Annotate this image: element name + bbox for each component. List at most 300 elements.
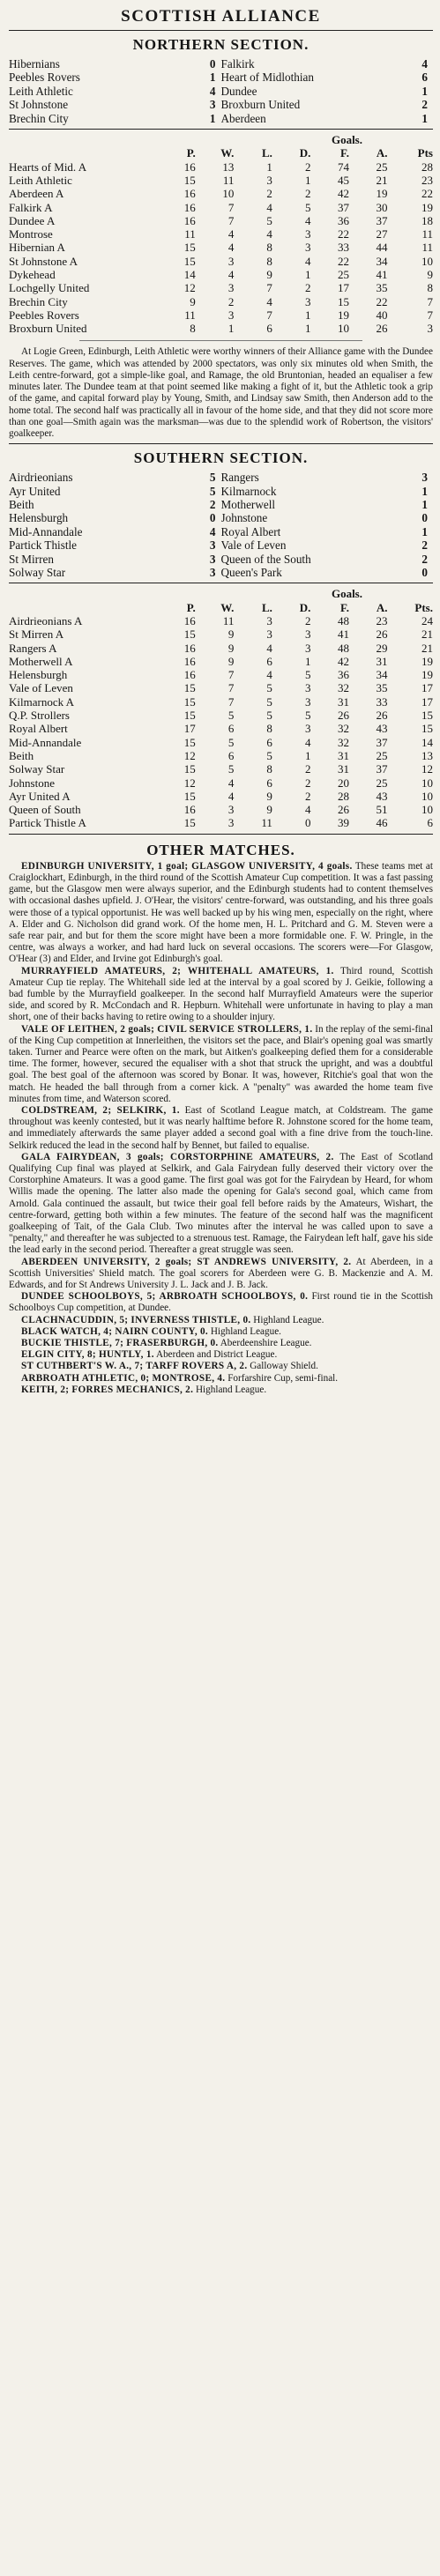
stat-cell: 7 bbox=[227, 213, 235, 227]
stat-cell: 32 bbox=[337, 735, 349, 749]
stat-cell: 51 bbox=[376, 803, 388, 817]
home-side bbox=[9, 98, 221, 111]
table-row bbox=[9, 749, 433, 762]
stat-cell: 4 bbox=[227, 776, 235, 790]
stat-cell: 3 bbox=[266, 613, 272, 627]
stat-cell: 43 bbox=[376, 789, 388, 803]
match-body: The East of Scotland Qualifying Cup final was played at Selkirk, and Gala Fairydean fully deserved their victory over the Corstorphine Amateurs. It was a good game. The first goal was got for the Fairydean by Heard, for whom Willis made the opening. The latter also made the opening for Gala's second goal, which came from Arnold. Gala continued the assault, but twice their goal fell before raids by the Amateurs, Wishart, the centre-forward, getting both within a few minutes. The feature of the second half was the magnificent goalkeeping of Tait, of the Gala Club. Two minutes after the interval he was called upon to save a "penalty," and thereafter he was subjected to a strenuous test. Ramage, the Fairydean left half, gave his side the lead early in the second period. Thereafter a great struggle was seen. bbox=[9, 1151, 433, 1256]
stat-cell: 30 bbox=[376, 200, 388, 214]
club-name: Mid-Annandale bbox=[9, 735, 82, 749]
match-body: Galloway Shield. bbox=[247, 1361, 318, 1372]
northern-match-report: At Logie Green, Edinburgh, Leith Athletic were worthy winners of their Alliance game with the Dundee Reserves. The game, which was attended by 2000 spectators, was only six minutes old when Smith, the Leith centre-forward, got a simple-like goal, and Ramage, the old Bruntonian, headed an equaliser a few minutes later. The Dundee team at that point seemed like making a fight of it, but the Athletic took a grip of the game, and capital forward play by Young, Smith, and Lindsay saw Smith, then Anderson add to the home total. The second half was practically all in favour of the home side, and that they did not score more than one goal—Smith again was the marksman—was due to the splendid work of Robertson, the visitors' goalkeeper. bbox=[9, 346, 433, 439]
stat-cell: 26 bbox=[337, 803, 349, 817]
team-name: Airdrieonians bbox=[9, 471, 73, 485]
score: 4 bbox=[209, 84, 216, 98]
southern-results bbox=[9, 471, 433, 579]
team-name: Brechin City bbox=[9, 111, 69, 125]
home-side bbox=[9, 525, 221, 538]
match-report bbox=[9, 1105, 433, 1152]
stat-cell: 8 bbox=[266, 762, 272, 776]
stat-cell: 9 bbox=[266, 803, 272, 817]
stat-cell: 16 bbox=[183, 187, 196, 201]
stat-cell: 3 bbox=[304, 627, 311, 642]
team-name: Royal Albert bbox=[220, 524, 281, 538]
stat-cell: 17 bbox=[421, 694, 433, 709]
stat-cell: 16 bbox=[183, 160, 196, 174]
stat-cell: 34 bbox=[376, 668, 388, 682]
away-side bbox=[221, 538, 434, 552]
score: 3 bbox=[209, 538, 216, 553]
stat-cell: 3 bbox=[304, 294, 311, 308]
stat-cell: 5 bbox=[227, 735, 235, 749]
table-row bbox=[9, 308, 433, 322]
away-side bbox=[221, 85, 434, 98]
stat-cell: 15 bbox=[183, 627, 196, 642]
match-body: Highland League. bbox=[208, 1325, 281, 1337]
stat-cell: 40 bbox=[376, 308, 388, 322]
stat-cell: 11 bbox=[222, 613, 235, 627]
team-name: Broxburn United bbox=[220, 98, 301, 112]
stat-cell: 6 bbox=[427, 816, 433, 830]
stat-cell: 1 bbox=[304, 748, 311, 762]
result-row bbox=[9, 553, 433, 566]
stat-cell: 9 bbox=[227, 654, 235, 668]
table-header-row bbox=[9, 601, 433, 614]
stat-cell: 4 bbox=[304, 735, 311, 749]
stat-cell: 16 bbox=[183, 200, 196, 214]
score: 0 bbox=[209, 57, 216, 71]
stat-cell: 31 bbox=[337, 748, 349, 762]
club-name: Montrose bbox=[9, 227, 53, 241]
stat-cell: 15 bbox=[183, 241, 196, 255]
table-row bbox=[9, 281, 433, 294]
column-header: Pts bbox=[417, 146, 433, 160]
match-headline: ARBROATH ATHLETIC, 0; MONTROSE, 4. bbox=[21, 1372, 226, 1384]
match-headline: COLDSTREAM, 2; SELKIRK, 1. bbox=[21, 1104, 180, 1116]
club-name: Solway Star bbox=[9, 762, 65, 776]
stat-cell: 23 bbox=[376, 613, 388, 627]
club-name: Ayr United A bbox=[9, 789, 71, 803]
stat-cell: 36 bbox=[337, 668, 349, 682]
stat-cell: 6 bbox=[266, 735, 272, 749]
other-matches-heading: OTHER MATCHES. bbox=[146, 841, 295, 858]
stat-cell: 1 bbox=[304, 322, 311, 336]
score: 4 bbox=[209, 524, 216, 538]
stat-cell: 25 bbox=[376, 776, 388, 790]
club-name: Dundee A bbox=[9, 213, 56, 227]
stat-cell: 19 bbox=[421, 668, 433, 682]
divider bbox=[9, 30, 433, 31]
stat-cell: 6 bbox=[266, 654, 272, 668]
stat-cell: 10 bbox=[222, 187, 235, 201]
stat-cell: 15 bbox=[183, 709, 196, 723]
score: 1 bbox=[209, 111, 216, 125]
table-row bbox=[9, 187, 433, 200]
table-row bbox=[9, 160, 433, 174]
stat-cell: 28 bbox=[337, 789, 349, 803]
stat-cell: 35 bbox=[376, 681, 388, 695]
match-headline: KEITH, 2; FORRES MECHANICS, 2. bbox=[21, 1384, 194, 1395]
divider bbox=[79, 340, 362, 341]
stat-cell: 22 bbox=[376, 294, 388, 308]
home-side bbox=[9, 57, 221, 71]
stat-cell: 8 bbox=[427, 281, 433, 295]
stat-cell: 3 bbox=[266, 173, 272, 187]
goals-label: Goals. bbox=[331, 587, 362, 601]
score: 1 bbox=[209, 71, 216, 85]
stat-cell: 33 bbox=[337, 241, 349, 255]
stat-cell: 19 bbox=[337, 308, 349, 322]
result-row bbox=[9, 525, 433, 538]
table-row bbox=[9, 295, 433, 308]
table-header-row bbox=[9, 146, 433, 160]
away-side bbox=[221, 112, 434, 125]
stat-cell: 2 bbox=[304, 776, 311, 790]
stat-cell: 4 bbox=[266, 641, 272, 655]
team-name: Peebles Rovers bbox=[9, 71, 80, 85]
team-name: Leith Athletic bbox=[9, 84, 73, 98]
match-report bbox=[9, 861, 433, 966]
stat-cell: 15 bbox=[183, 816, 196, 830]
table-row bbox=[9, 668, 433, 681]
southern-standings bbox=[9, 587, 433, 829]
table-row bbox=[9, 695, 433, 709]
score: 2 bbox=[421, 538, 428, 553]
stat-cell: 19 bbox=[421, 200, 433, 214]
stat-cell: 2 bbox=[304, 187, 311, 201]
stat-cell: 15 bbox=[183, 789, 196, 803]
table-row bbox=[9, 709, 433, 722]
stat-cell: 12 bbox=[183, 748, 196, 762]
club-name: Leith Athletic bbox=[9, 173, 72, 187]
stat-cell: 4 bbox=[227, 227, 235, 241]
stat-cell: 22 bbox=[337, 254, 349, 268]
stat-cell: 14 bbox=[183, 268, 196, 281]
match-report bbox=[9, 1338, 433, 1349]
stat-cell: 34 bbox=[376, 254, 388, 268]
table-row bbox=[9, 627, 433, 641]
divider bbox=[9, 443, 433, 444]
team-name: Helensburgh bbox=[9, 511, 69, 525]
stat-cell: 42 bbox=[337, 187, 349, 201]
club-name: Falkirk A bbox=[9, 200, 53, 214]
column-header: P. bbox=[186, 146, 196, 160]
match-headline: GALA FAIRYDEAN, 3 goals; CORSTORPHINE AMATEURS, 2. bbox=[21, 1151, 334, 1162]
match-report bbox=[9, 1385, 433, 1396]
club-name: Dykehead bbox=[9, 268, 56, 281]
team-name: Mid-Annandale bbox=[9, 524, 83, 538]
score: 1 bbox=[421, 111, 428, 125]
club-name: Brechin City bbox=[9, 294, 68, 308]
stat-cell: 6 bbox=[266, 776, 272, 790]
match-report bbox=[9, 1373, 433, 1385]
away-side bbox=[221, 471, 434, 484]
stat-cell: 1 bbox=[304, 173, 311, 187]
team-name: Queen's Park bbox=[220, 565, 282, 579]
score: 2 bbox=[421, 552, 428, 566]
stat-cell: 26 bbox=[337, 709, 349, 723]
away-side bbox=[221, 511, 434, 524]
away-side bbox=[221, 498, 434, 511]
stat-cell: 20 bbox=[337, 776, 349, 790]
team-name: Motherwell bbox=[220, 497, 276, 511]
stat-cell: 3 bbox=[304, 241, 311, 255]
stat-cell: 10 bbox=[421, 776, 433, 790]
table-row bbox=[9, 776, 433, 790]
stat-cell: 27 bbox=[376, 227, 388, 241]
match-headline: ST CUTHBERT'S W. A., 7; TARFF ROVERS A, 2. bbox=[21, 1361, 248, 1372]
northern-results bbox=[9, 57, 433, 125]
club-name: Helensburgh bbox=[9, 668, 68, 682]
stat-cell: 6 bbox=[227, 748, 235, 762]
column-header: W. bbox=[220, 600, 235, 614]
result-row bbox=[9, 98, 433, 111]
match-report bbox=[9, 1257, 433, 1292]
stat-cell: 16 bbox=[183, 668, 196, 682]
result-row bbox=[9, 538, 433, 552]
table-row bbox=[9, 790, 433, 803]
stat-cell: 0 bbox=[304, 816, 311, 830]
result-row bbox=[9, 71, 433, 84]
stat-cell: 16 bbox=[183, 803, 196, 817]
stat-cell: 29 bbox=[376, 641, 388, 655]
match-headline: EDINBURGH UNIVERSITY, 1 goal; GLASGOW UNIVERSITY, 4 goals. bbox=[21, 860, 353, 872]
column-header: P. bbox=[186, 600, 196, 614]
stat-cell: 3 bbox=[227, 803, 235, 817]
stat-cell: 10 bbox=[421, 254, 433, 268]
team-name: Vale of Leven bbox=[220, 538, 287, 553]
away-side bbox=[221, 98, 434, 111]
stat-cell: 39 bbox=[337, 816, 349, 830]
home-side bbox=[9, 485, 221, 498]
stat-cell: 5 bbox=[304, 668, 311, 682]
stat-cell: 31 bbox=[337, 762, 349, 776]
match-report bbox=[9, 1361, 433, 1372]
column-header: W. bbox=[220, 146, 235, 160]
score: 3 bbox=[421, 471, 428, 485]
stat-cell: 5 bbox=[304, 709, 311, 723]
match-body: In the replay of the semi-final of the King Cup competition at Innerleithen, the visitors set the pace, and Blair's opening goal was smartly taken. Turner and Pearce were often on the mark, but Aitken's goalkeeping defied them for a considerable time. The former, however, secured the equaliser with a shot that struck the upright, and was a doubtful goal. The best goal of the afternoon was scored by Bonar. It was, however, Ritchie's goal that won the match. He headed the ball through from a corner kick. A "penalty" was awarded the home team five minutes from time, and Waterson scored. bbox=[9, 1023, 433, 1104]
divider bbox=[9, 834, 433, 835]
stat-cell: 21 bbox=[421, 641, 433, 655]
stat-cell: 19 bbox=[376, 187, 388, 201]
stat-cell: 8 bbox=[266, 254, 272, 268]
stat-cell: 4 bbox=[266, 294, 272, 308]
match-headline: ELGIN CITY, 8; HUNTLY, 1. bbox=[21, 1349, 154, 1361]
stat-cell: 3 bbox=[427, 322, 433, 336]
club-name: Q.P. Strollers bbox=[9, 709, 70, 723]
column-header: D. bbox=[299, 146, 311, 160]
stat-cell: 7 bbox=[427, 308, 433, 322]
stat-cell: 9 bbox=[227, 641, 235, 655]
match-body: East of Scotland League match, at Coldstream. The game throughout was keenly contested, but it was nearly halftime before R. Johnstone scored for the home team, and immediately afterwards the same player added a second goal with a fine drive from the touch-line. Selkirk reduced the lead in the second half by Bennet, but failed to equalise. bbox=[9, 1104, 433, 1151]
stat-cell: 21 bbox=[376, 173, 388, 187]
stat-cell: 2 bbox=[304, 762, 311, 776]
stat-cell: 1 bbox=[227, 322, 235, 336]
score: 6 bbox=[421, 71, 428, 85]
team-name: Aberdeen bbox=[220, 111, 266, 125]
team-name: St Johnstone bbox=[9, 98, 69, 112]
stat-cell: 21 bbox=[421, 627, 433, 642]
stat-cell: 17 bbox=[337, 281, 349, 295]
home-side bbox=[9, 112, 221, 125]
score: 3 bbox=[209, 552, 216, 566]
stat-cell: 3 bbox=[227, 816, 235, 830]
stat-cell: 7 bbox=[266, 281, 272, 295]
stat-cell: 28 bbox=[421, 160, 433, 174]
team-name: Dundee bbox=[220, 84, 257, 98]
club-name: Airdrieonians A bbox=[9, 613, 83, 627]
column-header: L. bbox=[261, 146, 272, 160]
result-row bbox=[9, 511, 433, 524]
stat-cell: 9 bbox=[266, 789, 272, 803]
score: 1 bbox=[421, 484, 428, 498]
stat-cell: 16 bbox=[183, 654, 196, 668]
stat-cell: 25 bbox=[376, 160, 388, 174]
stat-cell: 25 bbox=[337, 268, 349, 281]
stat-cell: 8 bbox=[190, 322, 196, 336]
match-body: Aberdeen and District League. bbox=[153, 1349, 278, 1361]
stat-cell: 13 bbox=[421, 748, 433, 762]
match-body: Aberdeenshire League. bbox=[218, 1338, 312, 1349]
club-name: Broxburn United bbox=[9, 322, 87, 336]
match-body: Third round, Scottish Amateur Cup tie replay. The Whitehall side led at the interval by a goal scored by J. Geikie, following a bad fumble by the Murrayfield goalkeeper. In the second half Murrayfield Amateurs were the superior side, and scored by R. McCondach and R. Hepburn. Whitehall were unfortunate in having to play a man short, one of their backs having to retire owing to a shoulder injury. bbox=[9, 965, 433, 1023]
match-body: First round tie in the Scottish Schoolboys Cup competition, at Dundee. bbox=[9, 1291, 433, 1314]
table-row bbox=[9, 322, 433, 335]
stat-cell: 9 bbox=[266, 268, 272, 281]
score: 5 bbox=[209, 484, 216, 498]
southern-heading: SOUTHERN SECTION. bbox=[133, 449, 309, 467]
stat-cell: 22 bbox=[337, 227, 349, 241]
match-headline: MURRAYFIELD AMATEURS, 2; WHITEHALL AMATEURS, 1. bbox=[21, 965, 334, 976]
home-side bbox=[9, 85, 221, 98]
stat-cell: 48 bbox=[337, 641, 349, 655]
stat-cell: 3 bbox=[304, 722, 311, 736]
column-header: F. bbox=[339, 146, 349, 160]
club-name: Partick Thistle A bbox=[9, 816, 86, 830]
stat-cell: 19 bbox=[421, 654, 433, 668]
away-side bbox=[221, 566, 434, 579]
stat-cell: 6 bbox=[266, 322, 272, 336]
stat-cell: 3 bbox=[304, 681, 311, 695]
stat-cell: 10 bbox=[421, 789, 433, 803]
home-side bbox=[9, 498, 221, 511]
stat-cell: 12 bbox=[183, 776, 196, 790]
stat-cell: 7 bbox=[227, 681, 235, 695]
score: 2 bbox=[209, 497, 216, 511]
stat-cell: 2 bbox=[304, 160, 311, 174]
stat-cell: 1 bbox=[304, 268, 311, 281]
club-name: Vale of Leven bbox=[9, 681, 73, 695]
stat-cell: 4 bbox=[266, 227, 272, 241]
club-name: Rangers A bbox=[9, 641, 57, 655]
table-row bbox=[9, 736, 433, 749]
stat-cell: 31 bbox=[337, 694, 349, 709]
column-header: D. bbox=[299, 600, 311, 614]
match-headline: BUCKIE THISTLE, 7; FRASERBURGH, 0. bbox=[21, 1338, 219, 1349]
stat-cell: 32 bbox=[337, 722, 349, 736]
stat-cell: 26 bbox=[376, 627, 388, 642]
stat-cell: 1 bbox=[304, 308, 311, 322]
stat-cell: 12 bbox=[421, 762, 433, 776]
stat-cell: 45 bbox=[337, 173, 349, 187]
stat-cell: 37 bbox=[376, 762, 388, 776]
result-row bbox=[9, 85, 433, 98]
other-matches-list bbox=[9, 861, 433, 1396]
club-name: Motherwell A bbox=[9, 654, 73, 668]
stat-cell: 14 bbox=[421, 735, 433, 749]
score: 0 bbox=[421, 511, 428, 525]
stat-cell: 4 bbox=[266, 668, 272, 682]
team-name: Heart of Midlothian bbox=[220, 71, 314, 85]
stat-cell: 15 bbox=[183, 681, 196, 695]
stat-cell: 2 bbox=[266, 187, 272, 201]
stat-cell: 26 bbox=[376, 322, 388, 336]
stat-cell: 2 bbox=[304, 613, 311, 627]
stat-cell: 5 bbox=[266, 694, 272, 709]
table-row bbox=[9, 681, 433, 694]
stat-cell: 11 bbox=[421, 227, 433, 241]
match-report bbox=[9, 1291, 433, 1314]
result-row bbox=[9, 566, 433, 579]
stat-cell: 7 bbox=[227, 668, 235, 682]
stat-cell: 16 bbox=[183, 213, 196, 227]
score: 4 bbox=[421, 57, 428, 71]
stat-cell: 46 bbox=[376, 816, 388, 830]
stat-cell: 5 bbox=[266, 681, 272, 695]
club-name: Beith bbox=[9, 748, 34, 762]
stat-cell: 6 bbox=[227, 722, 235, 736]
stat-cell: 3 bbox=[304, 227, 311, 241]
club-name: Johnstone bbox=[9, 776, 55, 790]
team-name: Queen of the South bbox=[220, 552, 311, 566]
stat-cell: 2 bbox=[304, 281, 311, 295]
home-side bbox=[9, 553, 221, 566]
divider bbox=[9, 129, 433, 130]
score: 1 bbox=[421, 497, 428, 511]
stat-cell: 4 bbox=[304, 213, 311, 227]
stat-cell: 11 bbox=[184, 227, 196, 241]
stat-cell: 3 bbox=[227, 281, 235, 295]
score: 0 bbox=[209, 511, 216, 525]
stat-cell: 48 bbox=[337, 613, 349, 627]
stat-cell: 11 bbox=[261, 816, 272, 830]
team-name: Falkirk bbox=[220, 57, 255, 71]
table-row bbox=[9, 201, 433, 214]
away-side bbox=[221, 71, 434, 84]
stat-cell: 7 bbox=[427, 294, 433, 308]
home-side bbox=[9, 471, 221, 484]
northern-heading: NORTHERN SECTION. bbox=[132, 36, 309, 53]
team-name: Beith bbox=[9, 497, 34, 511]
away-side bbox=[221, 553, 434, 566]
match-report bbox=[9, 1024, 433, 1105]
stat-cell: 15 bbox=[183, 735, 196, 749]
score: 2 bbox=[421, 98, 428, 112]
match-headline: VALE OF LEITHEN, 2 goals; CIVIL SERVICE STROLLERS, 1. bbox=[21, 1023, 313, 1035]
stat-cell: 5 bbox=[227, 709, 235, 723]
stat-cell: 24 bbox=[421, 613, 433, 627]
stat-cell: 32 bbox=[337, 681, 349, 695]
table-row bbox=[9, 174, 433, 187]
result-row bbox=[9, 485, 433, 498]
match-body: Highland League. bbox=[193, 1384, 267, 1395]
stat-cell: 3 bbox=[227, 254, 235, 268]
stat-cell: 4 bbox=[266, 200, 272, 214]
result-row bbox=[9, 112, 433, 125]
stat-cell: 36 bbox=[337, 213, 349, 227]
stat-cell: 15 bbox=[337, 294, 349, 308]
